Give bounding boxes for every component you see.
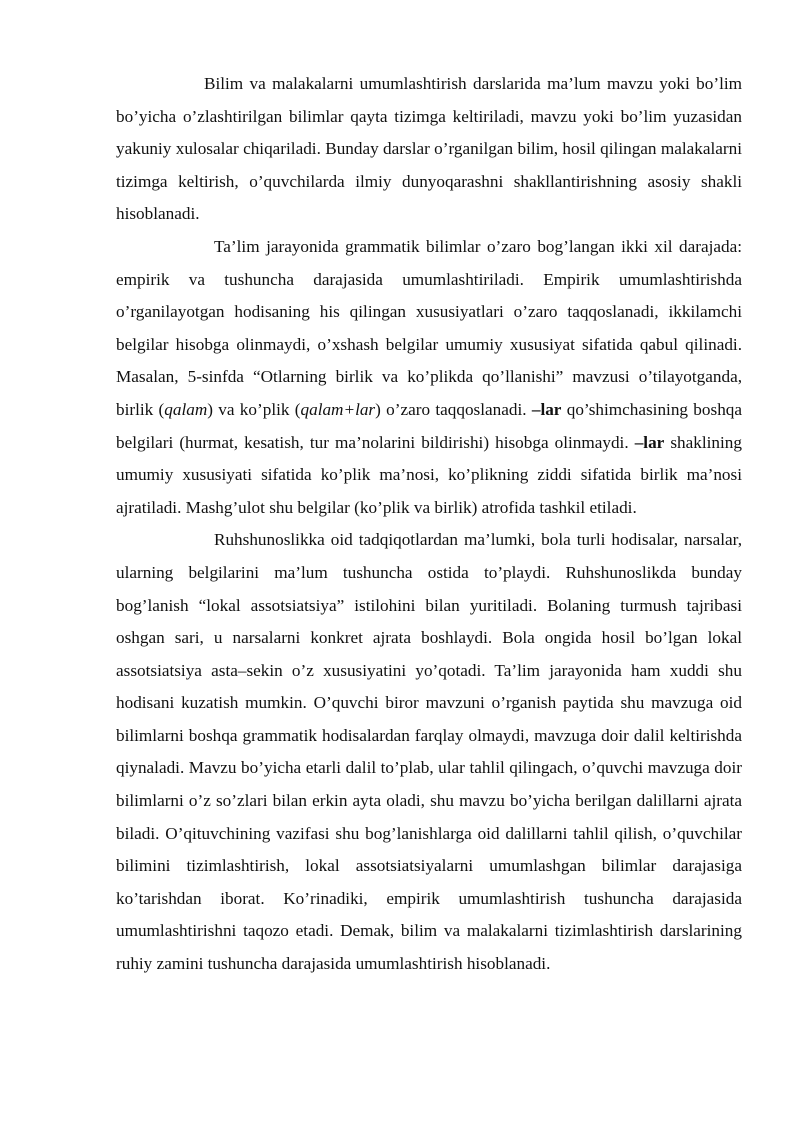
document-page [116, 68, 742, 981]
paragraph-2-text-3: ) o’zaro taqqoslanadi. [375, 399, 532, 419]
suffix-lar-1: –lar [531, 399, 562, 419]
paragraph-2 [116, 231, 742, 524]
paragraph-2-text-2: ) va ko’plik ( [207, 399, 301, 419]
paragraph-2-text-4: qo’shimchasining boshqa belgilari (hurmat, kesatish, tur ma’nolarini bildirishi) hisobga olinmaydi. [116, 399, 743, 452]
example-plural: qalam+lar [300, 399, 376, 419]
example-singular: qalam [164, 399, 208, 419]
suffix-lar-2: –lar [634, 432, 665, 452]
paragraph-2-text-1: Ta’lim jarayonida grammatik bilimlar o’zaro bog’langan ikki xil darajada: empirik va tushuncha darajasida umumlashtiriladi. Empirik umumlashtirishda o’rganilayotgan hodisaning his qilingan xususiyatlari o’zaro taqqoslanadi, ikkilamchi belgilar hisobga olinmaydi, o’xshash belgilar umumiy xususiyat sifatida qabul qilinadi. Masalan, 5-sinfda “Otlarning birlik va ko’plikda qo’llanishi” mavzusi o’tilayotganda, birlik ( [116, 236, 742, 419]
paragraph-1: Bilim va malakalarni umumlashtirish darslarida ma’lum mavzu yoki bo’lim bo’yicha o’zlashtirilgan bilimlar qayta tizimga keltiriladi, mavzu yoki bo’lim yuzasidan yakuniy xulosalar chiqariladi. Bunday darslar o’rganilgan bilim, hosil qilingan malakalarni tizimga keltirish, o’quvchilarda ilmiy dunyoqarashni shakllantirishning asosiy shakli hisoblanadi. [116, 74, 742, 224]
paragraph-3: Ruhshunoslikka oid tadqiqotlardan ma’lumki, bola turli hodisalar, narsalar, ularning belgilarini ma’lum tushuncha ostida to’playdi. Ruhshunoslikda bunday bog’lanish “lokal assotsiatsiya” istilohini bilan yuritiladi. Bolaning turmush tajribasi oshgan sari, u narsalarni konkret ajrata boshlaydi. Bola ongida hosil bo’lgan lokal assotsiatsiya asta–sekin o’z xususiyatini yo’qotadi. Ta’lim jarayonida ham xuddi shu hodisani kuzatish mumkin. O’quvchi biror mavzuni o’rganish paytida shu mavzuga oid bilimlarni boshqa grammatik hodisalardan farqlay olmaydi, mavzuga doir dalil keltirishda qiynaladi. Mavzu bo’yicha etarli dalil to’plab, ular tahlil qilingach, o’quvchi mavzuga doir bilimlarni o’z so’zlari bilan erkin ayta oladi, shu mavzu bo’yicha berilgan dalillarni ajrata biladi. O’qituvchining vazifasi shu bog’lanishlarga oid dalillarni tahlil qilish, o’quvchilar bilimini tizimlashtirish, lokal assotsiatsiyalarni umumlashgan bilimlar darajasiga ko’tarishdan iborat. Ko’rinadiki, empirik umumlashtirish tushuncha darajasida umumlashtirishni taqozo etadi. Demak, bilim va malakalarni tizimlashtirish darslarining ruhiy zamini tushuncha darajasida umumlashtirish hisoblanadi. [116, 530, 742, 974]
paragraph-2-text-5: shaklining umumiy xususiyati sifatida ko’plik ma’nosi, ko’plikning ziddi sifatida birlik ma’nosi ajratiladi. Mashg’ulot shu belgilar (ko’plik va birlik) atrofida tashkil etiladi. [116, 432, 742, 517]
